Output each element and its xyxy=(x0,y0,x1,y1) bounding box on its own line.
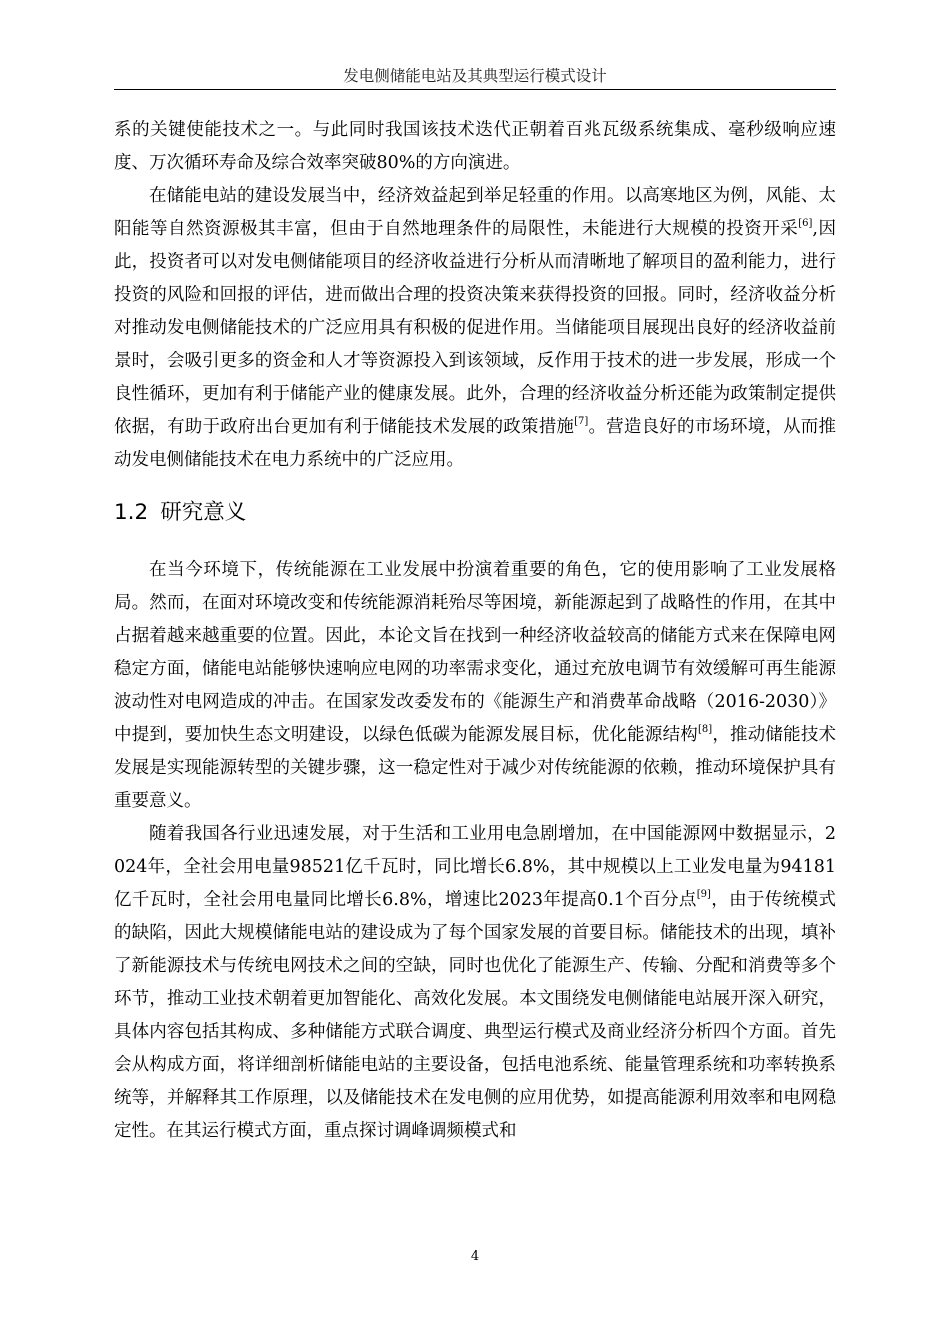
paragraph-3 xyxy=(114,554,836,818)
paragraph-3-text-a: 在当今环境下，传统能源在工业发展中扮演着重要的角色，它的使用影响了工业发展格局。然而，在面对环境改变和传统能源消耗殆尽等困境，新能源起到了战略性的作用，在其中占据着越来越重要的位置。因此，本论文旨在找到一种经济收益较高的储能方式来在保障电网稳定方面，储能电站能够快速响应电网的功率需求变化，通过充放电调节有效缓解可再生能源波动性对电网造成的冲击。在国家发改委发布的《能源生产和消费革命战略（2016-2030）》中提到，要加快生态文明建设，以绿色低碳为能源发展目标，优化能源结构 xyxy=(114,560,836,745)
citation-8: [8] xyxy=(697,724,713,736)
section-title: 研究意义 xyxy=(160,500,247,525)
running-header: 发电侧储能电站及其典型运行模式设计 xyxy=(343,67,607,85)
paragraph-4 xyxy=(114,818,836,1148)
paragraph-3-text-b: ，推动储能技术发展是实现能源转型的关键步骤，这一稳定性对于减少对传统能源的依赖，推动环境保护具有重要意义。 xyxy=(114,725,837,811)
paragraph-2-text-c: 。营造良好的市场环境，从而推动发电侧储能技术在电力系统中的广泛应用。 xyxy=(114,417,837,470)
section-heading xyxy=(114,477,836,554)
section-number: 1.2 xyxy=(114,500,149,525)
citation-9: [9] xyxy=(696,889,711,901)
paragraph-4-text-b: ，由于传统模式的缺陷，因此大规模储能电站的建设成为了每个国家发展的首要目标。储能技术的出现，填补了新能源技术与传统电网技术之间的空缺，同时也优化了能源生产、传输、分配和消费等多个环节，推动工业技术朝着更加智能化、高效化发展。本文围绕发电侧储能电站展开深入研究，具体内容包括其构成、多种储能方式联合调度、典型运行模式及商业经济分析四个方面。首先会从构成方面，将详细剖析储能电站的主要设备，包括电池系统、能量管理系统和功率转换系统等，并解释其工作原理，以及储能技术在发电侧的应用优势，如提高能源利用效率和电网稳定性。在其运行模式方面，重点探讨调峰调频模式和 xyxy=(114,890,836,1141)
citation-7: [7] xyxy=(574,416,589,428)
paragraph-2 xyxy=(114,180,836,477)
document-body xyxy=(114,114,836,1148)
paragraph-2-text-b: ,因此，投资者可以对发电侧储能项目的经济收益进行分析从而清晰地了解项目的盈利能力，进行投资的风险和回报的评估，进而做出合理的投资决策来获得投资的回报。同时，经济收益分析对推动发电侧储能技术的广泛应用具有积极的促进作用。当储能项目展现出良好的经济收益前景时，会吸引更多的资金和人才等资源投入到该领域，反作用于技术的进一步发展，形成一个良性循环，更加有利于储能产业的健康发展。此外，合理的经济收益分析还能为政策制定提供依据，有助于政府出台更加有利于储能技术发展的政策措施 xyxy=(114,219,836,437)
page-number: 4 xyxy=(470,1249,480,1264)
paragraph-4-text-a: 随着我国各行业迅速发展，对于生活和工业用电急剧增加，在中国能源网中数据显示，2024年，全社会用电量98521亿千瓦时，同比增长6.8%，其中规模以上工业发电量为94181亿千瓦时，全社会用电量同比增长6.8%，增速比2023年提高0.1个百分点 xyxy=(114,824,836,910)
header-rule xyxy=(114,89,836,90)
paragraph-2-text-a: 在储能电站的建设发展当中，经济效益起到举足轻重的作用。以高寒地区为例，风能、太阳能等自然资源极其丰富，但由于自然地理条件的局限性，未能进行大规模的投资开采 xyxy=(114,186,836,239)
paragraph-1: 系的关键使能技术之一。与此同时我国该技术迭代正朝着百兆瓦级系统集成、毫秒级响应速度、万次循环寿命及综合效率突破80%的方向演进。 xyxy=(114,120,836,173)
citation-6: [6] xyxy=(798,218,813,230)
